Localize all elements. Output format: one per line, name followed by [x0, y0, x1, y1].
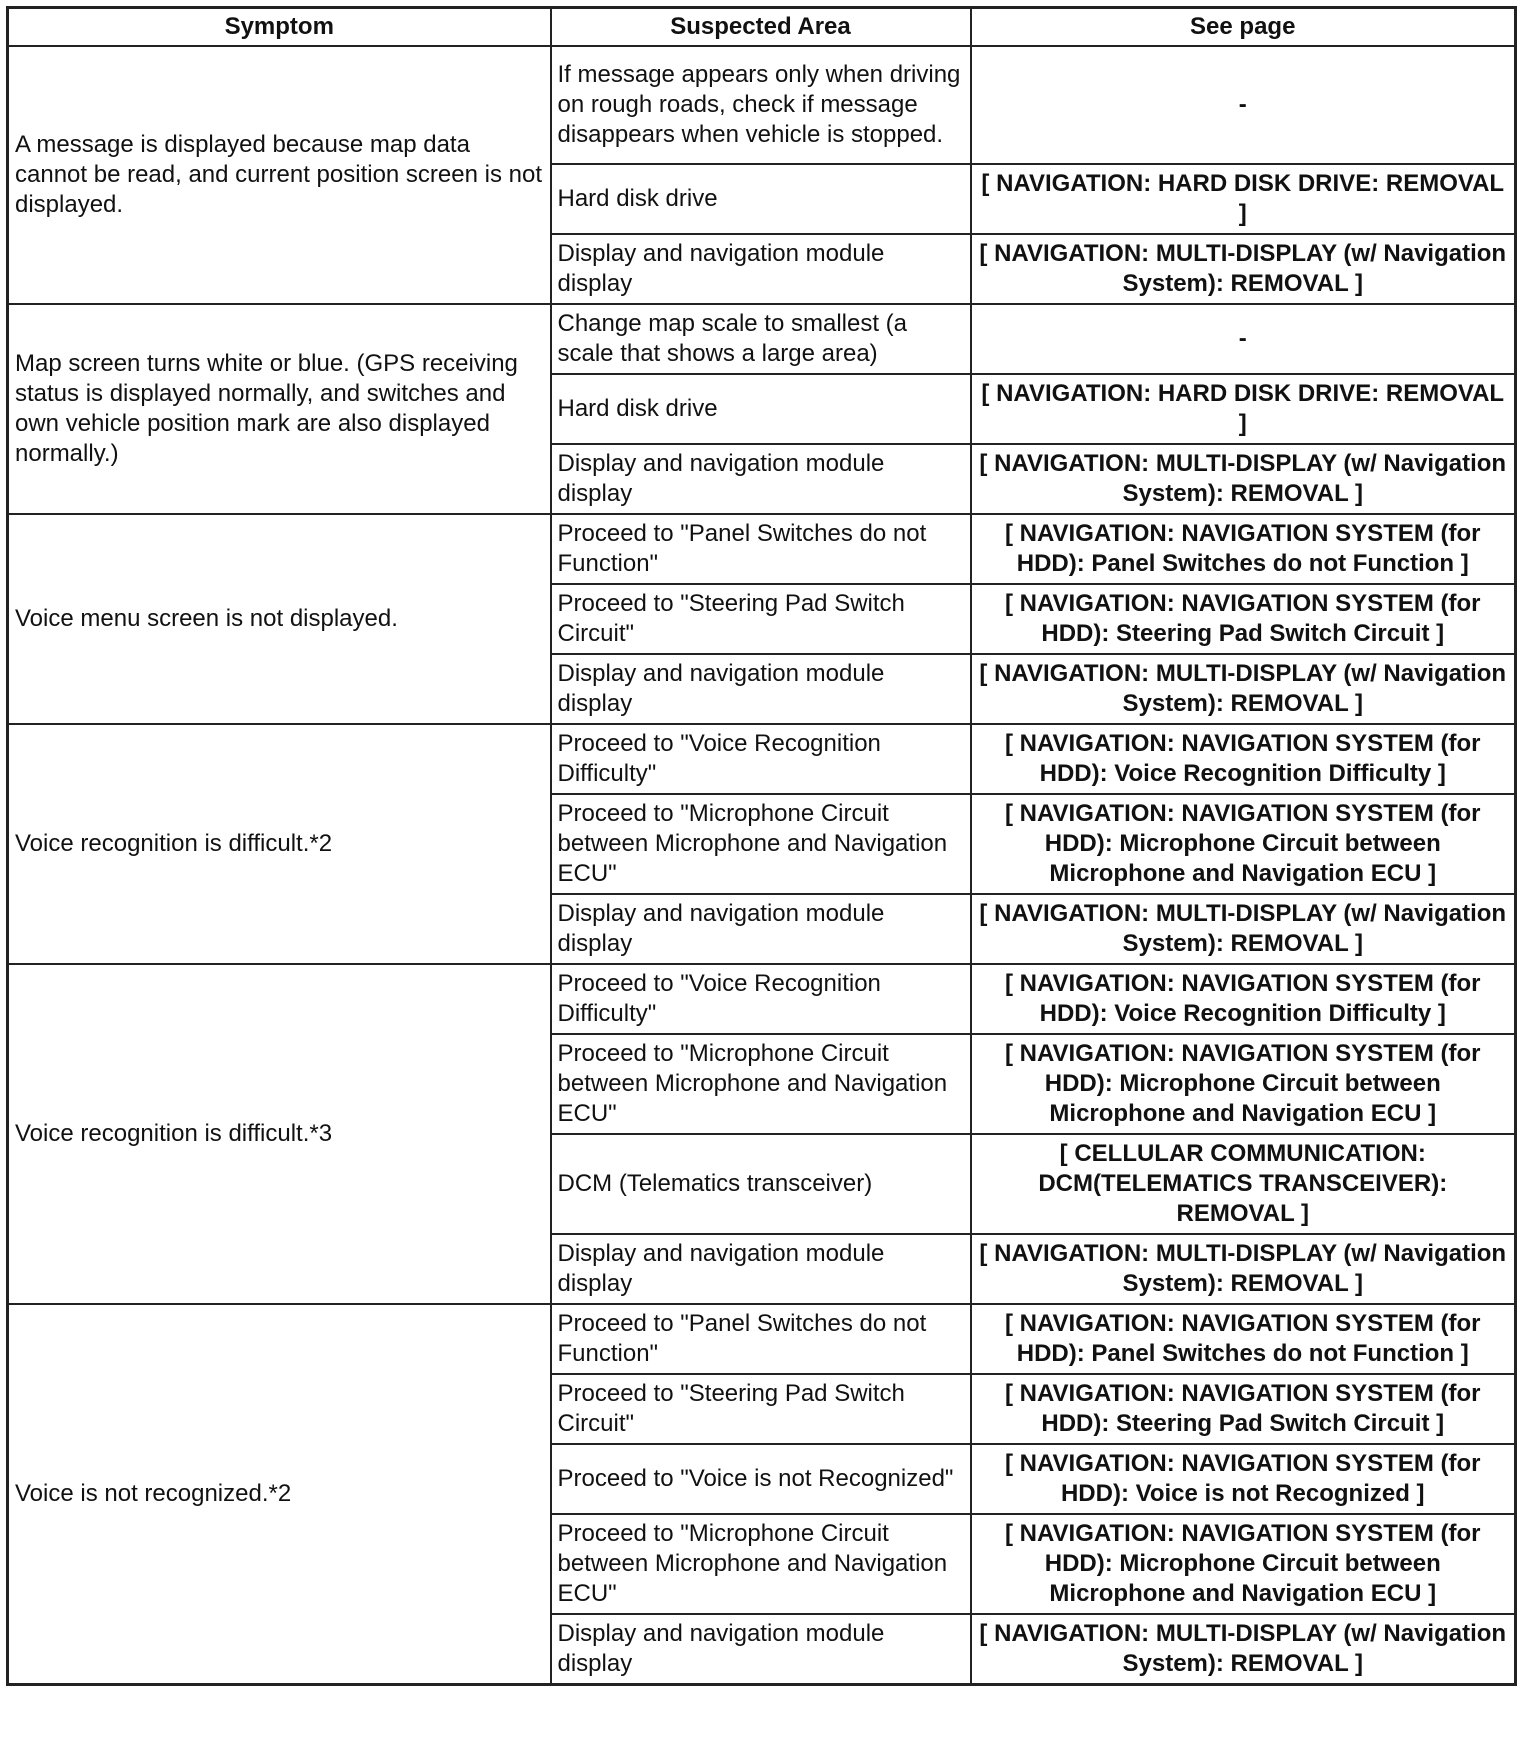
table-row	[8, 46, 1516, 164]
see-page-reference[interactable]: [ NAVIGATION: NAVIGATION SYSTEM (for HDD): Voice Recognition Difficulty ]	[971, 964, 1516, 1034]
see-page-reference[interactable]: [ NAVIGATION: NAVIGATION SYSTEM (for HDD): Voice is not Recognized ]	[971, 1444, 1516, 1514]
see-page-reference[interactable]: [ NAVIGATION: NAVIGATION SYSTEM (for HDD): Steering Pad Switch Circuit ]	[971, 1374, 1516, 1444]
see-page-reference[interactable]: [ NAVIGATION: MULTI-DISPLAY (w/ Navigation System): REMOVAL ]	[971, 1614, 1516, 1685]
see-page-reference[interactable]: [ CELLULAR COMMUNICATION: DCM(TELEMATICS TRANSCEIVER): REMOVAL ]	[971, 1134, 1516, 1234]
suspected-area-cell: Proceed to "Microphone Circuit between Microphone and Navigation ECU"	[551, 794, 971, 894]
suspected-area-cell: Hard disk drive	[551, 164, 971, 234]
table-row	[8, 724, 1516, 794]
suspected-area-cell: Proceed to "Voice Recognition Difficulty"	[551, 964, 971, 1034]
see-page-reference[interactable]: [ NAVIGATION: NAVIGATION SYSTEM (for HDD): Steering Pad Switch Circuit ]	[971, 584, 1516, 654]
header-symptom: Symptom	[8, 8, 551, 47]
suspected-area-cell: DCM (Telematics transceiver)	[551, 1134, 971, 1234]
see-page-reference[interactable]: [ NAVIGATION: MULTI-DISPLAY (w/ Navigation System): REMOVAL ]	[971, 444, 1516, 514]
symptom-cell: Voice menu screen is not displayed.	[8, 514, 551, 724]
see-page-reference[interactable]: [ NAVIGATION: NAVIGATION SYSTEM (for HDD): Microphone Circuit between Microphone and Navigation ECU ]	[971, 1034, 1516, 1134]
see-page-reference: -	[971, 304, 1516, 374]
symptom-cell: Voice recognition is difficult.*3	[8, 964, 551, 1304]
suspected-area-cell: Proceed to "Panel Switches do not Function"	[551, 1304, 971, 1374]
header-suspected-area: Suspected Area	[551, 8, 971, 47]
suspected-area-cell: Display and navigation module display	[551, 1234, 971, 1304]
header-see-page: See page	[971, 8, 1516, 47]
see-page-reference[interactable]: [ NAVIGATION: HARD DISK DRIVE: REMOVAL ]	[971, 374, 1516, 444]
suspected-area-cell: Proceed to "Microphone Circuit between Microphone and Navigation ECU"	[551, 1514, 971, 1614]
table-body	[8, 46, 1516, 1685]
suspected-area-cell: Proceed to "Panel Switches do not Function"	[551, 514, 971, 584]
suspected-area-cell: Display and navigation module display	[551, 894, 971, 964]
see-page-reference: -	[971, 46, 1516, 164]
suspected-area-cell: Proceed to "Steering Pad Switch Circuit"	[551, 584, 971, 654]
suspected-area-cell: Proceed to "Microphone Circuit between Microphone and Navigation ECU"	[551, 1034, 971, 1134]
table-row	[8, 304, 1516, 374]
see-page-reference[interactable]: [ NAVIGATION: NAVIGATION SYSTEM (for HDD): Voice Recognition Difficulty ]	[971, 724, 1516, 794]
suspected-area-cell: Proceed to "Voice is not Recognized"	[551, 1444, 971, 1514]
suspected-area-cell: If message appears only when driving on rough roads, check if message disappears when vehicle is stopped.	[551, 46, 971, 164]
table-row	[8, 964, 1516, 1034]
table-row	[8, 514, 1516, 584]
suspected-area-cell: Proceed to "Steering Pad Switch Circuit"	[551, 1374, 971, 1444]
see-page-reference[interactable]: [ NAVIGATION: NAVIGATION SYSTEM (for HDD): Microphone Circuit between Microphone and Navigation ECU ]	[971, 794, 1516, 894]
see-page-reference[interactable]: [ NAVIGATION: MULTI-DISPLAY (w/ Navigation System): REMOVAL ]	[971, 654, 1516, 724]
table-header	[8, 8, 1516, 47]
see-page-reference[interactable]: [ NAVIGATION: NAVIGATION SYSTEM (for HDD): Microphone Circuit between Microphone and Navigation ECU ]	[971, 1514, 1516, 1614]
see-page-reference[interactable]: [ NAVIGATION: MULTI-DISPLAY (w/ Navigation System): REMOVAL ]	[971, 894, 1516, 964]
see-page-reference[interactable]: [ NAVIGATION: MULTI-DISPLAY (w/ Navigation System): REMOVAL ]	[971, 1234, 1516, 1304]
symptom-cell: Voice recognition is difficult.*2	[8, 724, 551, 964]
symptom-cell: Map screen turns white or blue. (GPS receiving status is displayed normally, and switches and own vehicle position mark are also displayed normally.)	[8, 304, 551, 514]
see-page-reference[interactable]: [ NAVIGATION: MULTI-DISPLAY (w/ Navigation System): REMOVAL ]	[971, 234, 1516, 304]
see-page-reference[interactable]: [ NAVIGATION: HARD DISK DRIVE: REMOVAL ]	[971, 164, 1516, 234]
symptom-cell: Voice is not recognized.*2	[8, 1304, 551, 1685]
table-row	[8, 1304, 1516, 1374]
suspected-area-cell: Display and navigation module display	[551, 234, 971, 304]
see-page-reference[interactable]: [ NAVIGATION: NAVIGATION SYSTEM (for HDD): Panel Switches do not Function ]	[971, 1304, 1516, 1374]
suspected-area-cell: Hard disk drive	[551, 374, 971, 444]
symptom-cell: A message is displayed because map data cannot be read, and current position screen is not displayed.	[8, 46, 551, 304]
suspected-area-cell: Change map scale to smallest (a scale that shows a large area)	[551, 304, 971, 374]
suspected-area-cell: Proceed to "Voice Recognition Difficulty"	[551, 724, 971, 794]
suspected-area-cell: Display and navigation module display	[551, 444, 971, 514]
suspected-area-cell: Display and navigation module display	[551, 654, 971, 724]
suspected-area-cell: Display and navigation module display	[551, 1614, 971, 1685]
see-page-reference[interactable]: [ NAVIGATION: NAVIGATION SYSTEM (for HDD): Panel Switches do not Function ]	[971, 514, 1516, 584]
header-row	[8, 8, 1516, 47]
symptom-table	[6, 6, 1517, 1686]
